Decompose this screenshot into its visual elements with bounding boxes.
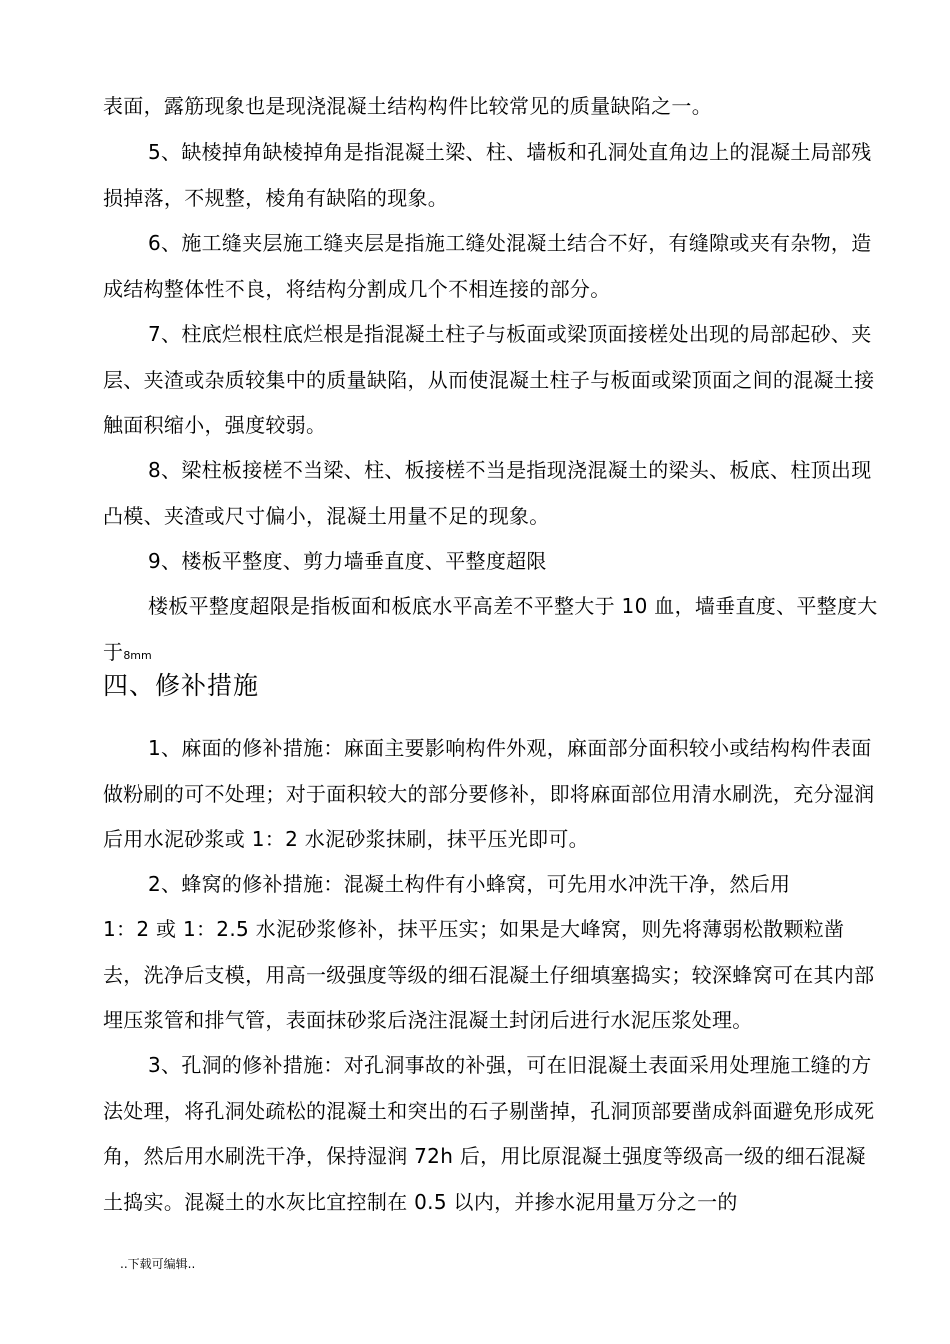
paragraph-honeycomb-repair-line1: 2、蜂窝的修补措施：混凝土构件有小蜂窝，可先用水冲洗干净，然后用 [148, 872, 791, 896]
paragraph-flatness-detail [103, 584, 883, 678]
paragraph-honeycomb-repair-rest: 1：2 或 1：2.5 水泥砂浆修补，抹平压实；如果是大峰窝，则先将薄弱松散颗粒凿去，洗净后支模，用高一级强度等级的细石混凝土仔细填塞捣实；较深蜂窝可在其内部埋压浆管和排气管，表面抹砂浆后浇注混凝土封闭后进行水泥压浆处理。 [103, 917, 875, 1032]
paragraph-hole-repair: 3、孔洞的修补措施：对孔洞事故的补强，可在旧混凝土表面采用处理施工缝的方法处理，将孔洞处疏松的混凝土和突出的石子剔凿掉，孔洞顶部要凿成斜面避免形成死角，然后用水刷洗干净，保持湿润 72h 后，用比原混凝土强度等级高一级的细石混凝土捣实。混凝土的水灰比宜控制在 0.5 以内，并掺水泥用量万分之一的 [103, 1053, 875, 1214]
paragraph-exposed-rebar-end: 表面，露筋现象也是现浇混凝土结构构件比较常见的质量缺陷之一。 [103, 94, 712, 118]
paragraph-column-base-rot: 7、柱底烂根柱底烂根是指混凝土柱子与板面或梁顶面接槎处出现的局部起砂、夹层、夹渣或杂质较集中的质量缺陷，从而使混凝土柱子与板面或梁顶面之间的混凝土接触面积缩小，强度较弱。 [103, 322, 875, 437]
flatness-unit: 8mm [123, 648, 152, 662]
section-heading: 四、修补措施 [103, 671, 260, 700]
footer-note: ..下载可编辑.. [120, 1257, 196, 1271]
paragraph-pitted-surface-repair: 1、麻面的修补措施：麻面主要影响构件外观，麻面部分面积较小或结构构件表面做粉刷的可不处理；对于面积较大的部分要修补，即将麻面部位用清水刷洗，充分湿润后用水泥砂浆或 1：2 水泥砂浆抹刷，抹平压光即可。 [103, 736, 875, 851]
flatness-detail-text: 楼板平整度超限是指板面和板底水平高差不平整大于 10 血，墙垂直度、平整度大于 [103, 594, 878, 664]
paragraph-construction-joint: 6、施工缝夹层施工缝夹层是指施工缝处混凝土结合不好，有缝隙或夹有杂物，造成结构整体性不良，将结构分割成几个不相连接的部分。 [103, 231, 872, 301]
paragraph-flatness-title: 9、楼板平整度、剪力墙垂直度、平整度超限 [148, 549, 547, 573]
paragraph-missing-edges: 5、缺棱掉角缺棱掉角是指混凝土梁、柱、墙板和孔洞处直角边上的混凝土局部残损掉落，不规整，棱角有缺陷的现象。 [103, 140, 872, 210]
paragraph-joint-improper: 8、梁柱板接槎不当梁、柱、板接槎不当是指现浇混凝土的梁头、板底、柱顶出现凸模、夹渣或尺寸偏小，混凝土用量不足的现象。 [103, 458, 872, 528]
